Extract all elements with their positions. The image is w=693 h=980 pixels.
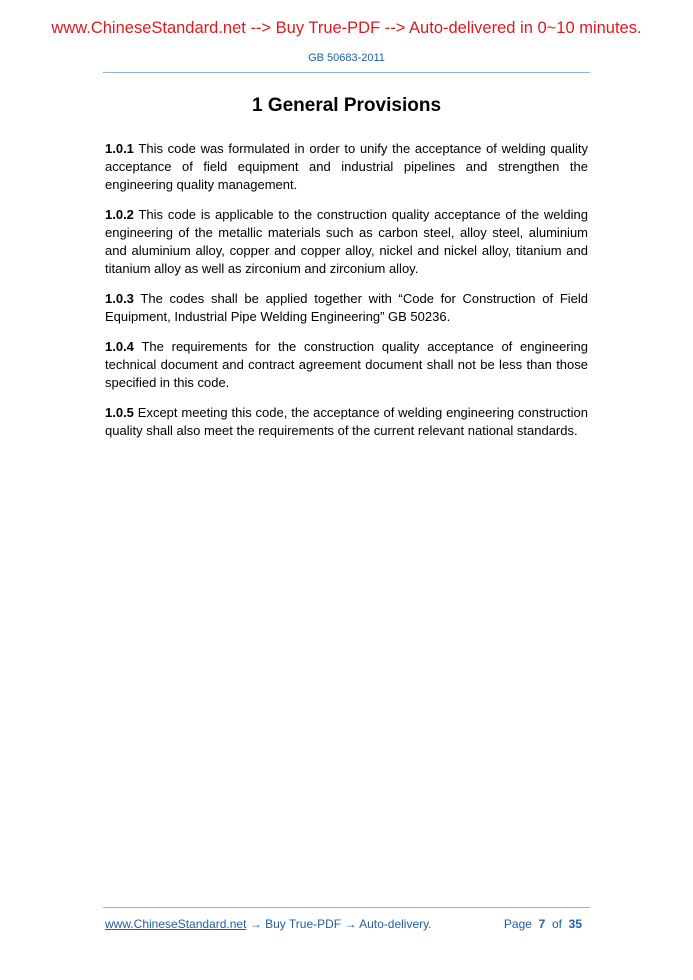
- clause-text: The requirements for the construction quality acceptance of engineering technical document and contract agreement document shall not be less than those specified in this code.: [105, 339, 588, 390]
- footer-promo: [105, 917, 432, 931]
- footer-site-link[interactable]: www.ChineseStandard.net: [105, 917, 247, 931]
- clause-1-0-2: [105, 206, 588, 278]
- page-current: 7: [538, 917, 546, 931]
- clause-number: 1.0.1: [105, 141, 134, 156]
- clause-1-0-3: [105, 290, 588, 326]
- footer-trail-text: → Buy True-PDF → Auto-delivery.: [246, 917, 432, 931]
- clause-text: Except meeting this code, the acceptance of welding engineering construction quality shall also meet the requirements of the current relevant national standards.: [105, 405, 588, 438]
- clause-1-0-1: [105, 140, 588, 194]
- chapter-title: 1 General Provisions: [251, 95, 442, 116]
- promo-banner[interactable]: www.ChineseStandard.net --> Buy True-PDF --> Auto-delivered in 0~10 minutes.: [51, 19, 642, 37]
- clause-text: This code is applicable to the construction quality acceptance of the welding engineering of the metallic materials such as carbon steel, alloy steel, aluminium and aluminium alloy, copper and copper alloy, nickel and nickel alloy, titanium and titanium alloy as well as zirconium and zirconium alloy.: [105, 207, 588, 276]
- clause-number: 1.0.4: [105, 339, 134, 354]
- standard-code-header: GB 50683-2011: [308, 52, 385, 64]
- clause-number: 1.0.3: [105, 291, 134, 306]
- page-total: 35: [568, 917, 582, 931]
- clause-1-0-5: [105, 404, 588, 440]
- clause-number: 1.0.5: [105, 405, 134, 420]
- clause-list: [105, 140, 588, 452]
- clause-number: 1.0.2: [105, 207, 134, 222]
- page-label: Page: [503, 917, 532, 931]
- clause-text: The codes shall be applied together with “Code for Construction of Field Equipment, Industrial Pipe Welding Engineering” GB 50236.: [105, 291, 588, 324]
- clause-text: This code was formulated in order to unify the acceptance of welding quality acceptance of field equipment and industrial pipelines and strengthen the engineering quality management.: [105, 141, 588, 192]
- footer-divider: [103, 907, 590, 908]
- header-divider: [103, 72, 590, 73]
- page-of-label: of: [551, 917, 562, 931]
- page-indicator: [504, 917, 582, 931]
- clause-1-0-4: [105, 338, 588, 392]
